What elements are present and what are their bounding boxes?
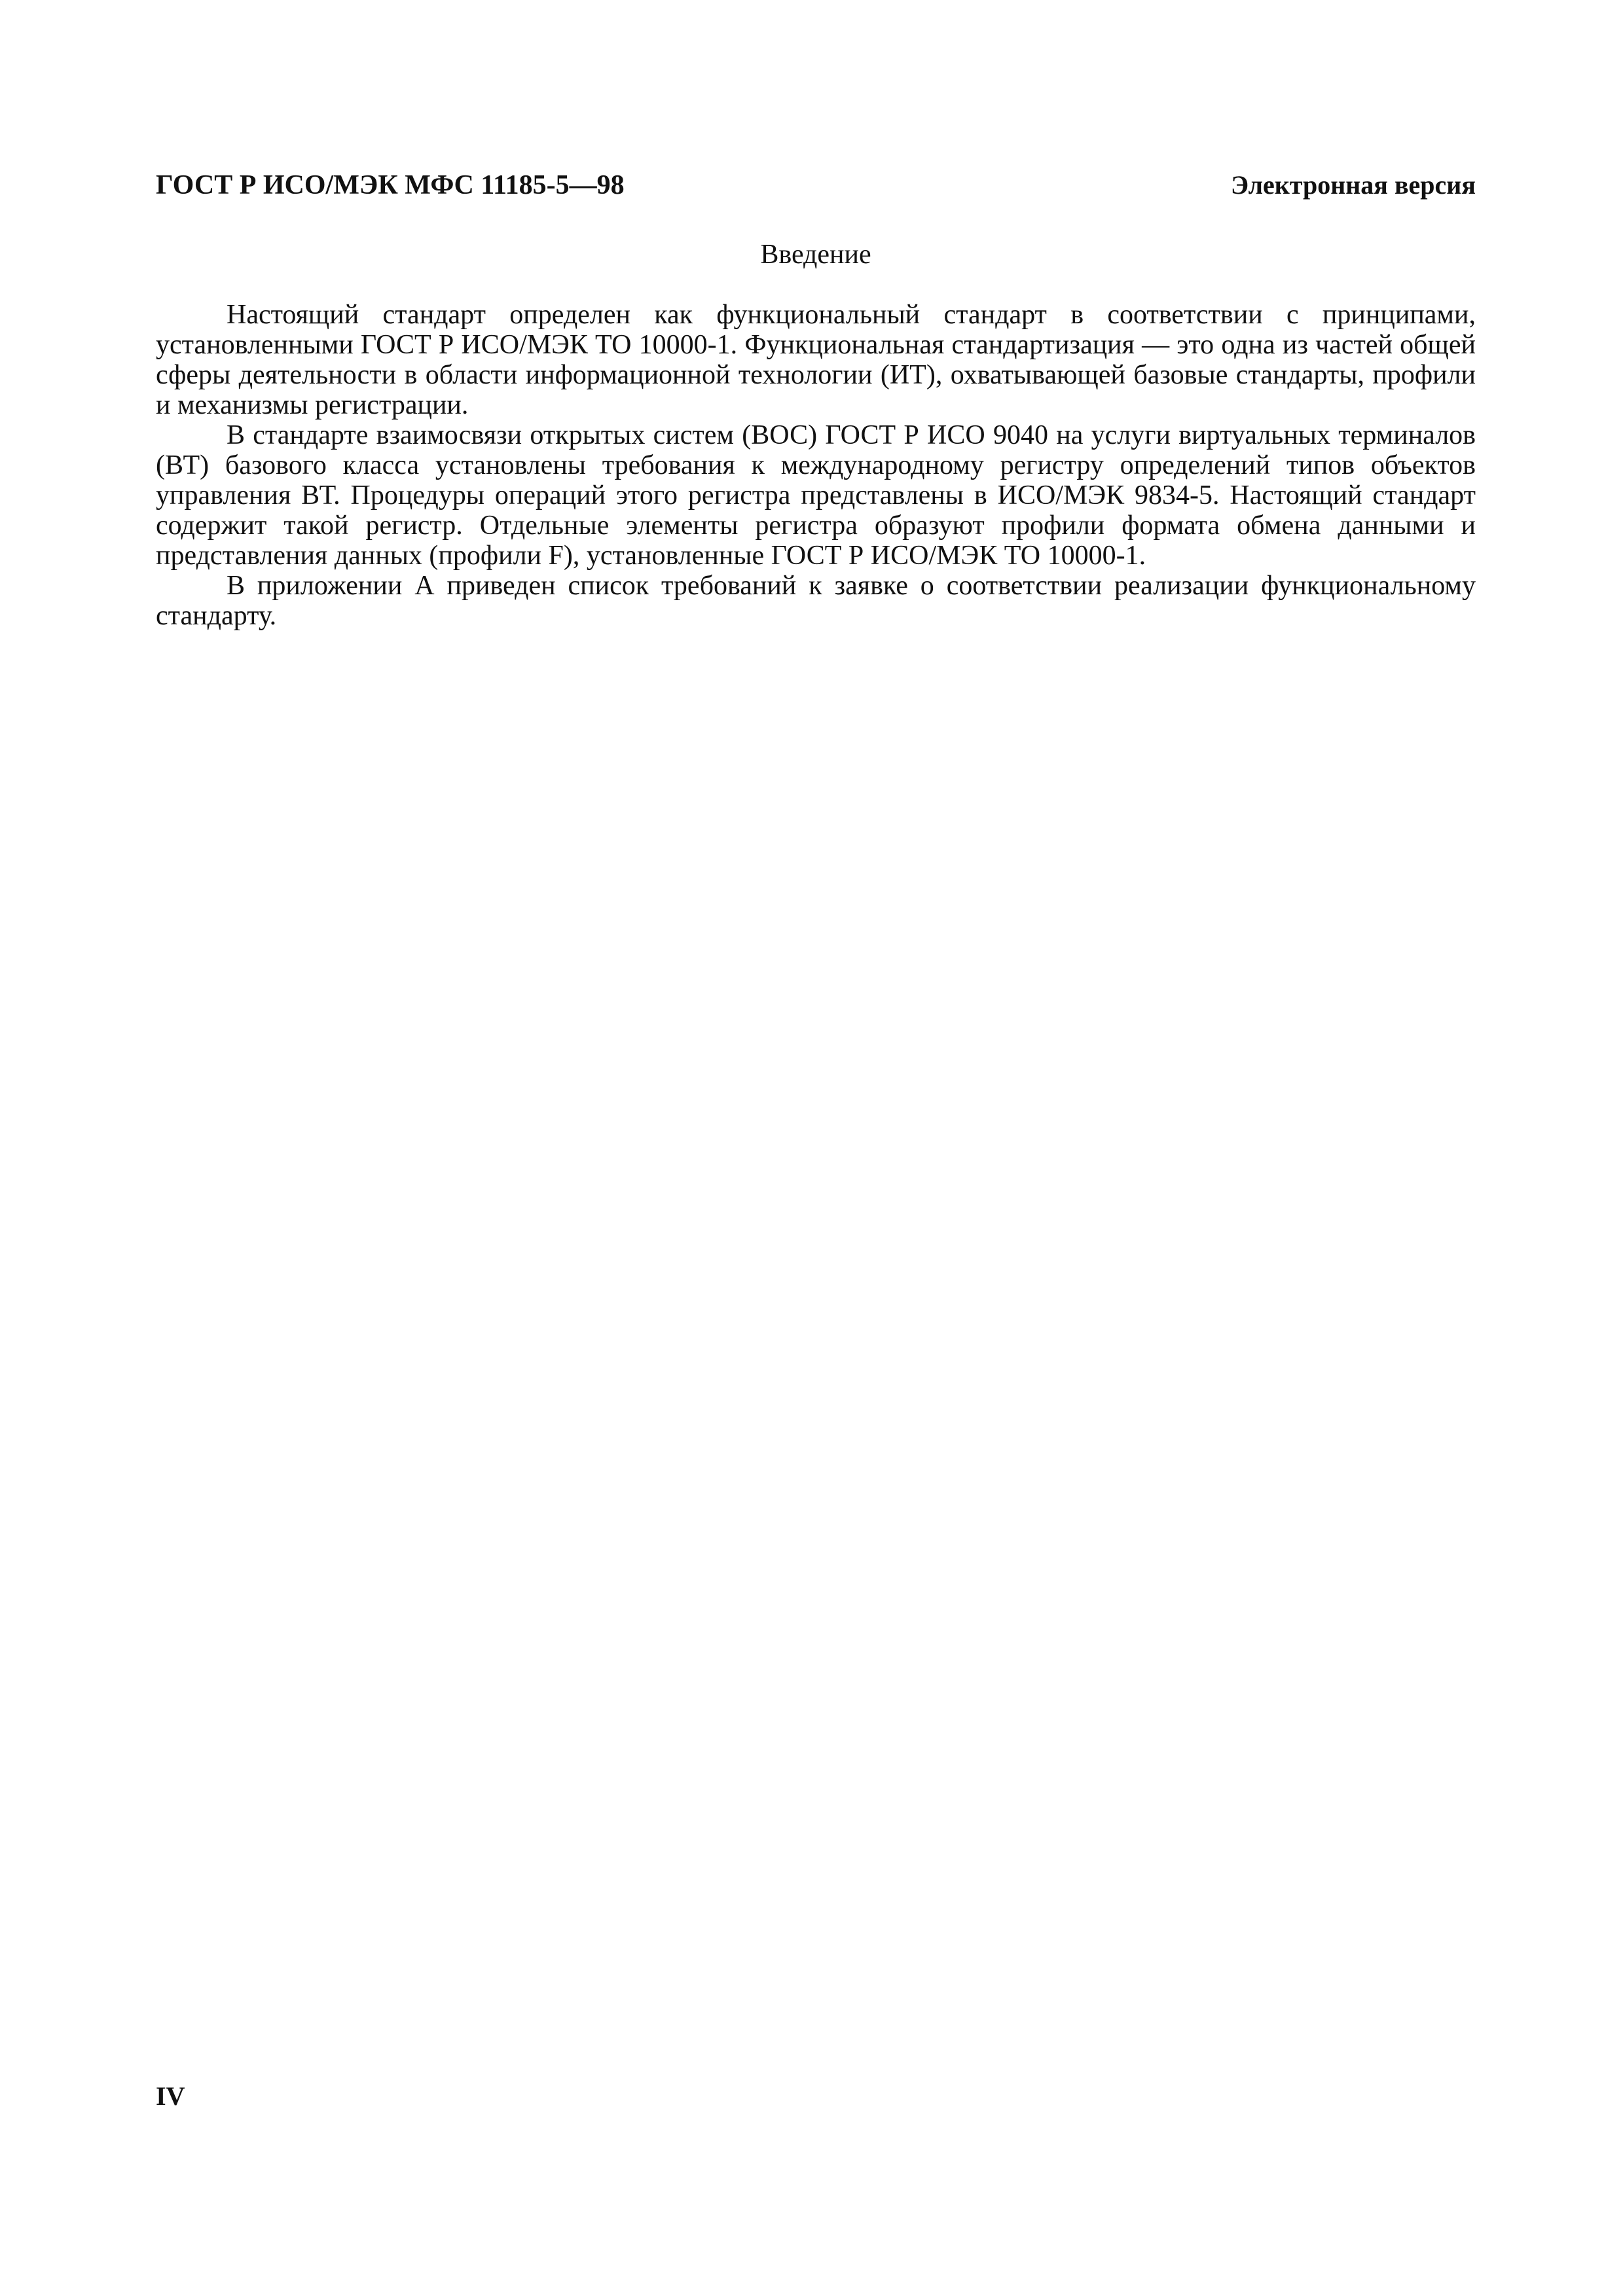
document-designation: ГОСТ Р ИСО/МЭК МФС 11185-5—98	[156, 170, 625, 200]
paragraph-3: В приложении А приведен список требований к заявке о соответствии реализации функциональному стандарту.	[156, 571, 1476, 631]
paragraph-2: В стандарте взаимосвязи открытых систем (ВОС) ГОСТ Р ИСО 9040 на услуги виртуальных терминалов (ВТ) базового класса установлены требования к международному регистру определений типов объектов управления ВТ. Процедуры операций этого регистра представлены в ИСО/МЭК 9834-5. Настоящий стандарт содержит такой регистр. Отдельные элементы регистра образуют профили формата обмена данными и представления данных (профили F), установленные ГОСТ Р ИСО/МЭК ТО 10000-1.	[156, 420, 1476, 571]
section-body	[156, 300, 1476, 631]
version-label: Электронная версия	[1230, 170, 1476, 200]
paragraph-1: Настоящий стандарт определен как функциональный стандарт в соответствии с принципами, установленными ГОСТ Р ИСО/МЭК ТО 10000-1. Функциональная стандартизация — это одна из частей общей сферы деятельности в области информационной технологии (ИТ), охватывающей базовые стандарты, профили и механизмы регистрации.	[156, 300, 1476, 420]
section-title: Введение	[760, 240, 871, 270]
page-number: IV	[156, 2081, 185, 2111]
